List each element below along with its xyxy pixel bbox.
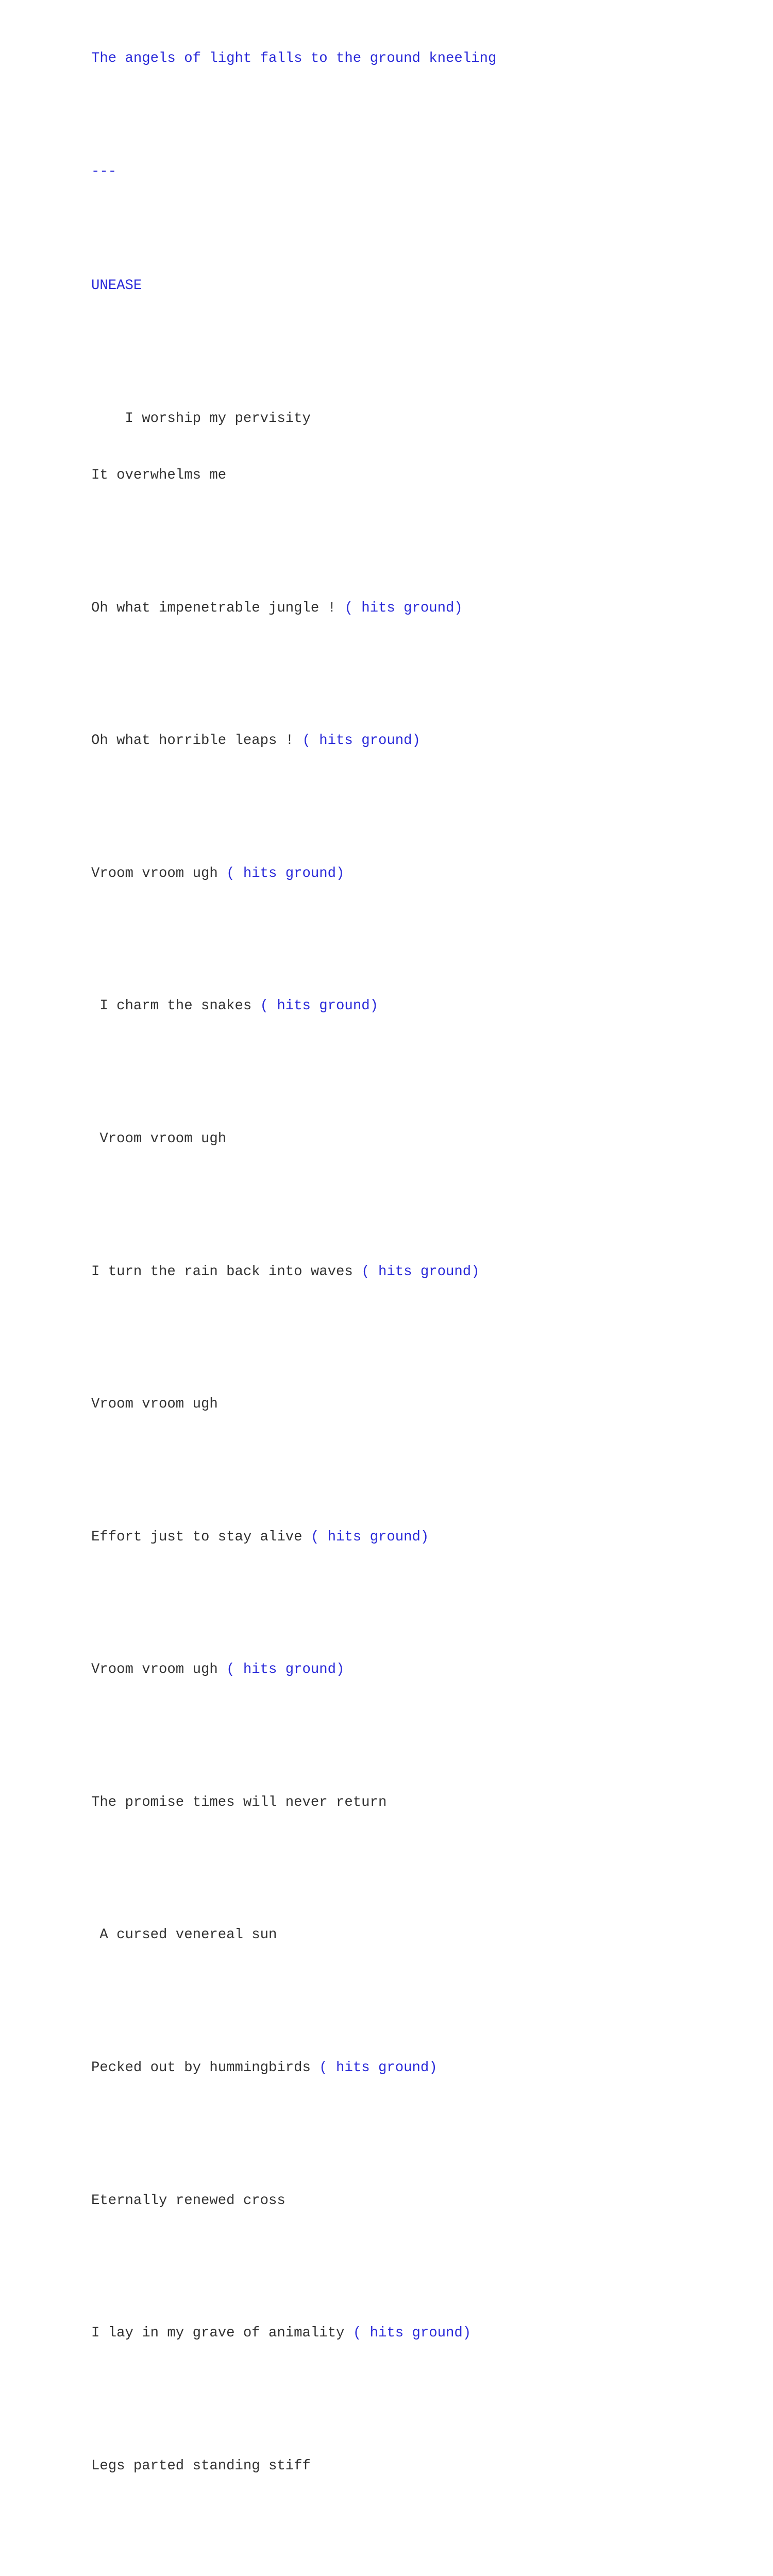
blank-line (91, 1054, 761, 1073)
poem-line-text: Oh what horrible leaps ! (91, 733, 303, 749)
stage-direction: ( hits ground) (352, 2325, 472, 2342)
poem-line-text: I charm the snakes (91, 998, 260, 1014)
stage-direction: ( hits ground) (226, 1662, 345, 1678)
section-heading: UNEASE (91, 278, 142, 294)
blank-line (91, 1187, 761, 1206)
poem-line-text: Effort just to stay alive (91, 1529, 311, 1545)
blank-line (91, 656, 761, 675)
blank-line (91, 1850, 761, 1869)
blank-line (91, 1718, 761, 1737)
poem-line: A cursed venereal sun (91, 1927, 277, 1943)
poem-line-text: I lay in my grave of animality (91, 2325, 353, 2342)
poem-line-text: Pecked out by hummingbirds (91, 2060, 320, 2076)
poem-line-text: Vroom vroom ugh (91, 1662, 227, 1678)
poem-line-text: I turn the rain back into waves (91, 1263, 362, 1280)
stage-direction: ( hits ground) (344, 600, 463, 616)
blank-line (91, 2248, 761, 2267)
blank-line (91, 1319, 761, 1338)
poem-line (91, 865, 761, 884)
stage-direction: ( hits ground) (319, 2060, 438, 2076)
poem-line: It overwhelms me (91, 467, 227, 484)
blank-line (91, 106, 761, 125)
blank-line (91, 220, 761, 239)
poem-line: Legs parted standing stiff (91, 2458, 311, 2474)
poem-line (91, 1528, 761, 1547)
poem-line (91, 2059, 761, 2078)
poem-line: Vroom vroom ugh (91, 1396, 218, 1413)
document-page (91, 11, 761, 2576)
blank-line (91, 1983, 761, 2002)
poem-line (91, 2324, 761, 2343)
poem-line (91, 1263, 761, 1282)
poem-line-text: Vroom vroom ugh (91, 865, 227, 882)
poem-line: Eternally renewed cross (91, 2192, 285, 2209)
blank-line (91, 1585, 761, 1604)
blank-line (91, 789, 761, 808)
poem-title: The angels of light falls to the ground kneeling (91, 50, 497, 66)
blank-line (91, 921, 761, 940)
poem-line: The promise times will never return (91, 1794, 387, 1810)
poem-line: I worship my pervisity (91, 410, 311, 427)
stage-direction: ( hits ground) (310, 1529, 429, 1545)
poem-line (91, 732, 761, 751)
blank-line (91, 523, 761, 543)
stage-direction: ( hits ground) (302, 733, 421, 749)
blank-line (91, 2514, 761, 2533)
poem-line (91, 1660, 761, 1680)
stage-direction: ( hits ground) (226, 865, 345, 882)
poem-line: Vroom vroom ugh (91, 1131, 227, 1147)
blank-line (91, 1452, 761, 1471)
poem-line (91, 599, 761, 618)
poem-line (91, 997, 761, 1016)
blank-line (91, 2115, 761, 2134)
stage-direction: ( hits ground) (260, 998, 378, 1014)
blank-line (91, 2381, 761, 2400)
poem-line-text: Oh what impenetrable jungle ! (91, 600, 345, 616)
stage-direction: ( hits ground) (361, 1263, 480, 1280)
blank-line (91, 334, 761, 353)
section-separator: --- (91, 164, 117, 180)
